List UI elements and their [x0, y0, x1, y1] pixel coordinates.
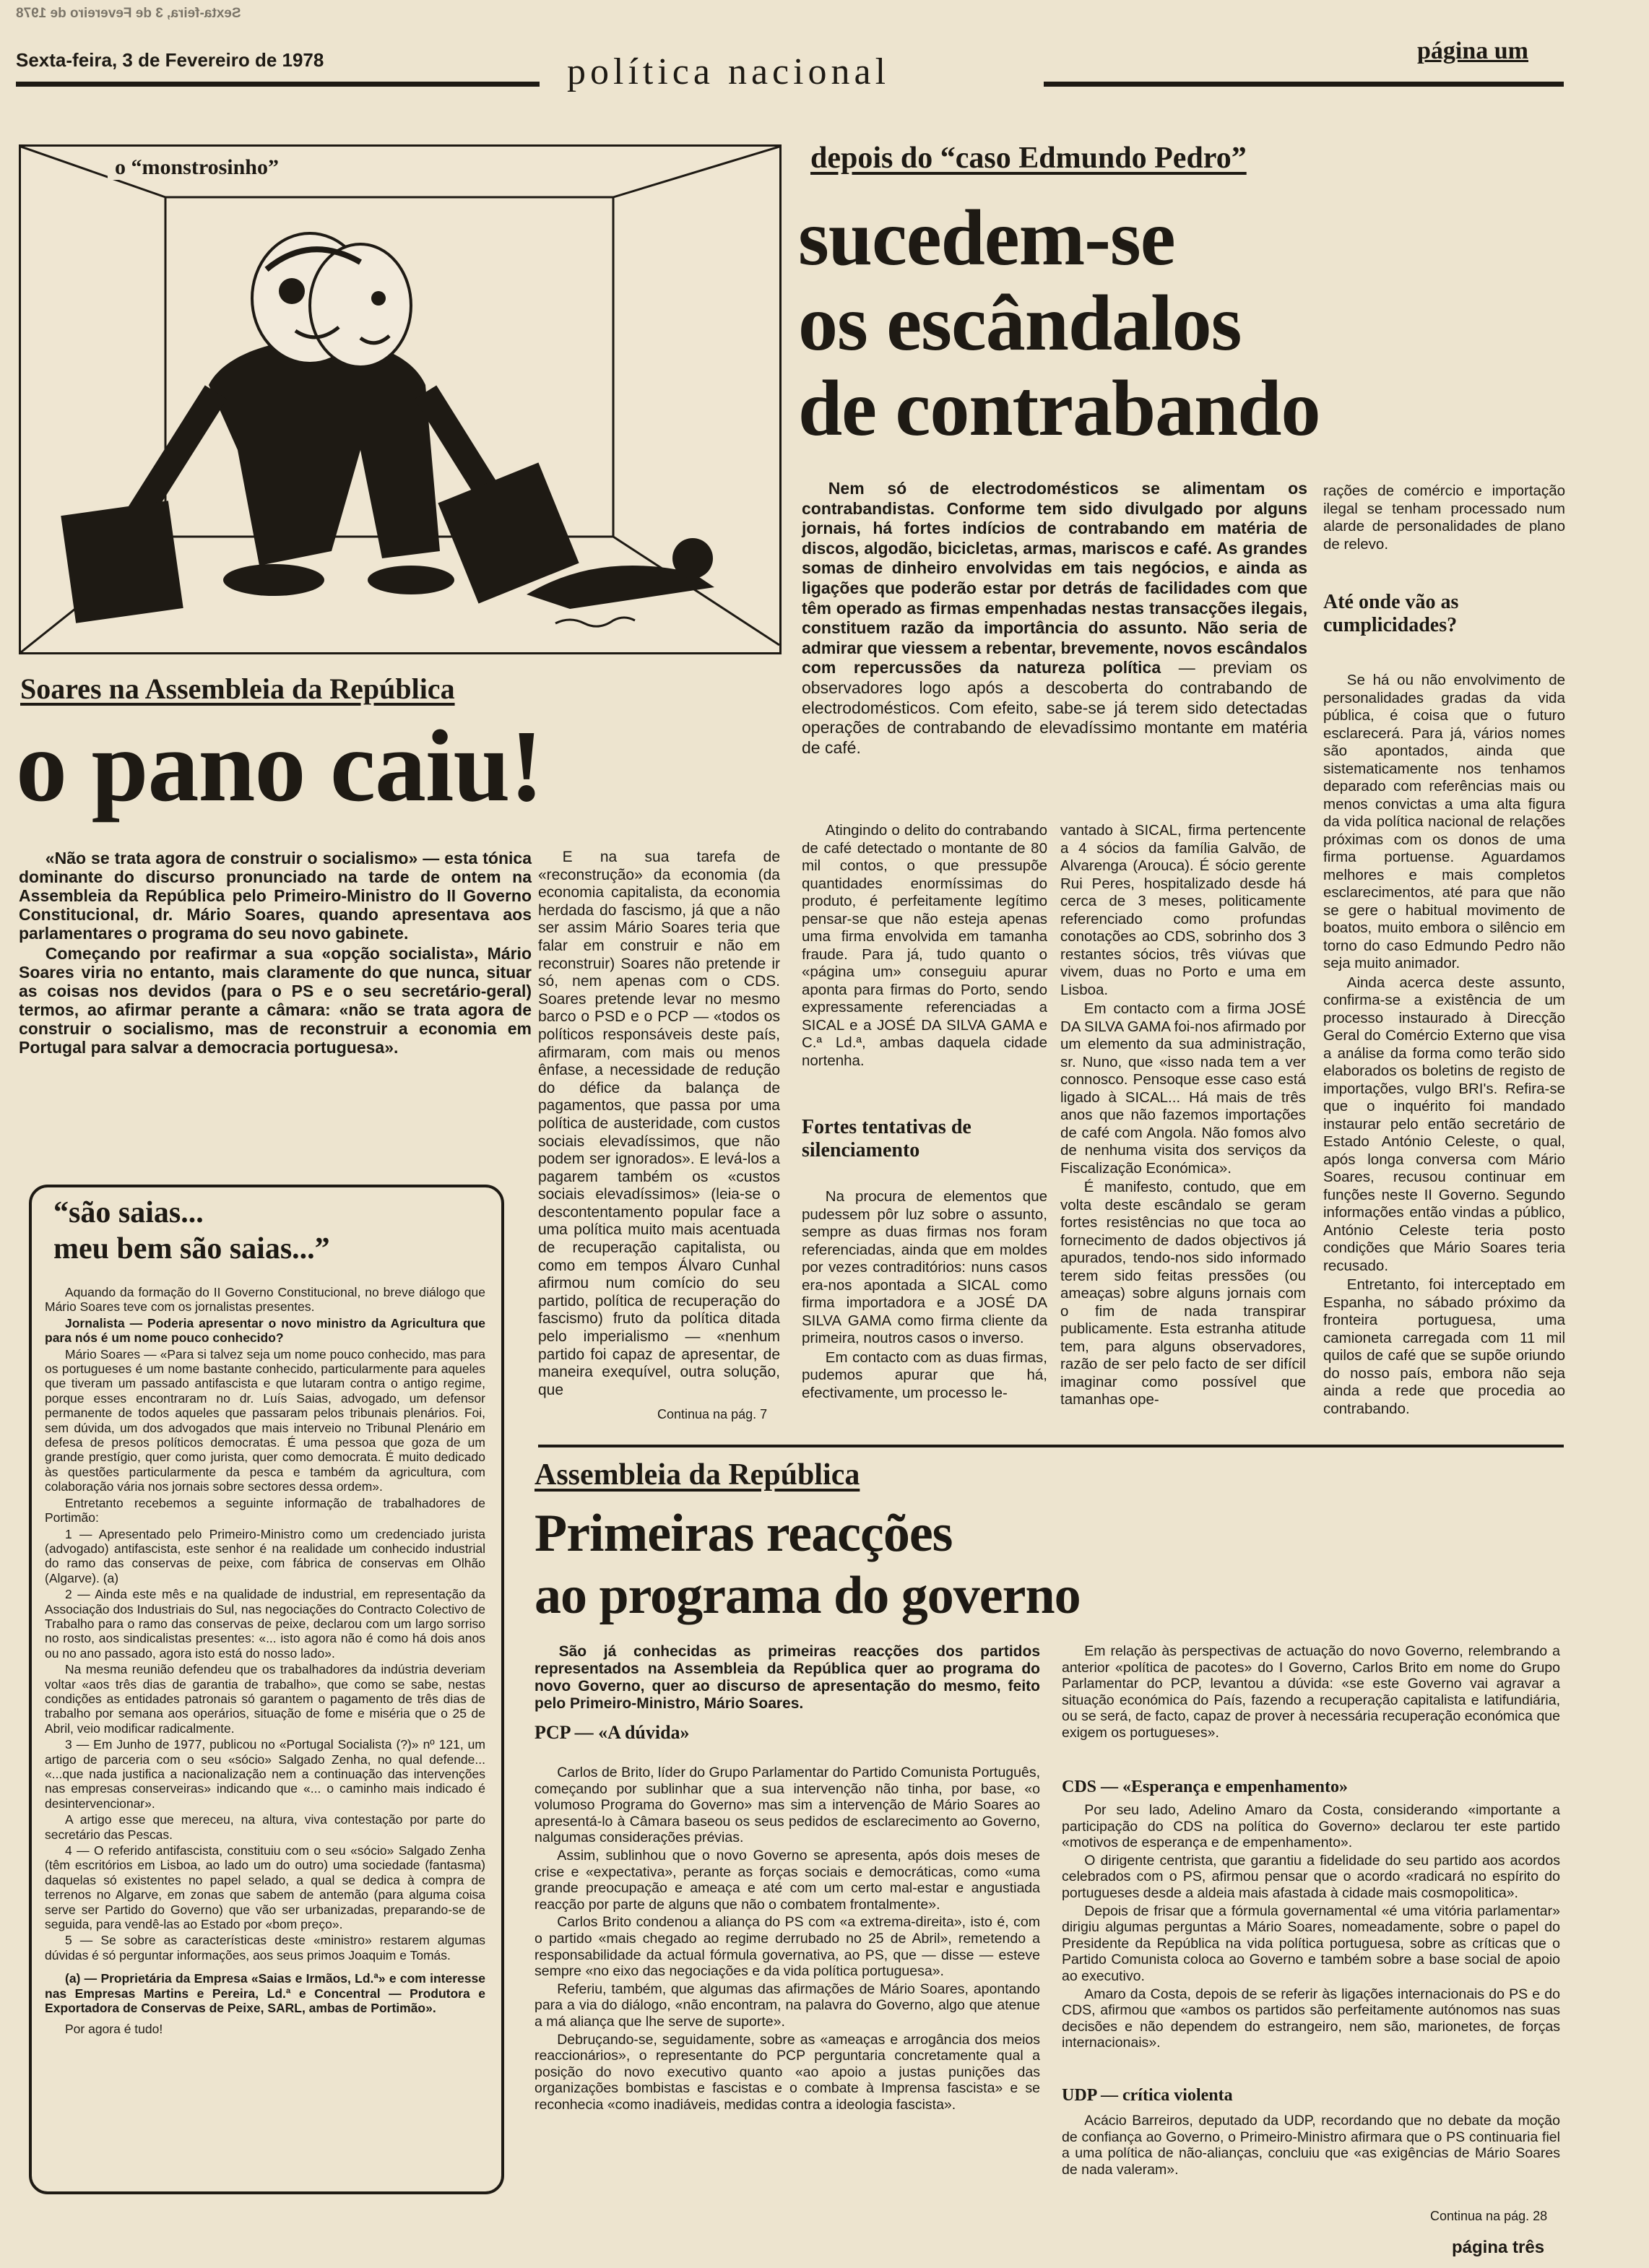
- saias-p5: 1 — Apresentado pelo Primeiro-Ministro como um credenciado jurista (advogado) antifascista, este senhor é na realidade um conhecido industrial do ramo das conservas de peixe, com fábrica de conservas em Olhão (Algarve). (a): [45, 1526, 485, 1585]
- contrabando-right-top: [1323, 482, 1565, 555]
- contrabando-col2-p2: Em contacto com a firma JOSÉ DA SILVA GAMA foi-nos afirmado por um elemento da sua administração, sr. Nuno, que «isso nada tem a ver connosco. Pensoque esse caso está ligado à SICAL... Há mais de três anos que não fazemos importações de café com Angola. Não fomos alvo de nenhuma visita dos serviços da Fiscalização Económica».: [1060, 1000, 1306, 1177]
- section-title: política nacional: [567, 51, 891, 92]
- soares-continued: Continua na pág. 7: [657, 1407, 768, 1421]
- contrabando-lead-bold: Nem só de electrodomésticos se alimentam os contrabandistas. Conforme tem sido divulgado por alguns jornais, há fortes indícios de contrabando em matéria de discos, algodão, bicicletas, armas, mariscos e café. As grandes somas de dinheiro envolvidas em tais negócios, e ainda as ligações que poderão estar por detrás de facilidades com que têm operado as firmas empenhadas nestas transacções ilegais, constituem razão da importância do assunto. Não seria de admirar que viessem a rebentar, brevemente, novos escândalos com repercussões da natureza política: [802, 479, 1307, 678]
- saias-p4: Entretanto recebemos a seguinte informação de trabalhadores de Portimão:: [45, 1495, 485, 1525]
- contrabando-sub1: Até onde vão as cumplicidades?: [1323, 591, 1459, 636]
- assembleia-cds-p3: Depois de frisar que a fórmula governamental «é uma vitória parlamentar» dirigiu algumas perguntas a Mário Soares, nomeadamente, sobre o papel do Presidente da República na vida política portuguesa, sobre as críticas que o Partido Comunista coloca ao Governo e também sobre a base social de apoio ao executivo.: [1062, 1903, 1560, 1984]
- assembleia-continued: Continua na pág. 28: [1430, 2209, 1548, 2223]
- saias-p3: Mário Soares — «Para si talvez seja um nome pouco conhecido, mas para os portugueses é um nome bastante conhecido, particularmente para aqueles que tiveram um passado antifascista e que lutaram contra o antigo regime, porque esses encontraram no dr. Luís Saias, advogado, um defensor permanente de todos aqueles que passaram pelos tribunais plenários. Foi, sem dúvida, um dos advogados que mais interveio no Tribunal Plenário em defesa de presos políticos democratas. É uma pessoa que goza de um grande prestígio, quer como jurista, quer como democrata. É muito dedicado às questões particularmente da pesca e também da agricultura, com colaboração vária nos jornais sobre sectores dessa ordem».: [45, 1346, 485, 1494]
- saias-p9: A artigo esse que mereceu, na altura, viva contestação por parte do secretário das Pescas.: [45, 1812, 485, 1842]
- header-rule-right: [1044, 82, 1564, 87]
- assembleia-cds: [1062, 1802, 1560, 2053]
- assembleia-udp-head: UDP — crítica violenta: [1062, 2086, 1233, 2105]
- contrabando-col1: [802, 822, 1047, 1071]
- assembleia-cds-p4: Amaro da Costa, depois de se referir às ligações internacionais do PS e do CDS, afirmou que «ambos os partidos são perfeitamente autónomos nas suas decisões e não dependem do estrangeiro, nem são, marionetes, de forças internacionais».: [1062, 1986, 1560, 2051]
- contrabando-headline-line3: de contrabando: [798, 364, 1320, 452]
- assembleia-lead: [534, 1643, 1040, 1714]
- contrabando-right-top-p: rações de comércio e importação ilegal se tenham processado num alarde de personalidades de plano de relevo.: [1323, 482, 1565, 553]
- assembleia-pcp-head: PCP — «A dúvida»: [534, 1722, 690, 1743]
- contrabando-right-p3: Entretanto, foi interceptado em Espanha, no sábado próximo da fronteira portuguesa, uma camioneta carregada com 11 mil quilos de café que se supõe oriundo do nosso país, embora não seja ainda a rede que procedia ao contrabando.: [1323, 1276, 1565, 1417]
- soares-headline: o pano caiu!: [16, 709, 543, 823]
- contrabando-col2-p1: vantado à SICAL, firma pertencente a 4 sócios da família Galvão, de Alvarenga (Arouca). É sócio gerente Rui Peres, hospitalizado desde há cerca de 3 meses, politicamente referenciado como profundas conotações ao CDS, sobrinho dos 3 restantes sócios, três viúvas que vivem, duas no Porto e uma em Lisboa.: [1060, 822, 1306, 998]
- contrabando-col1b-p2: Em contacto com as duas firmas, pudemos apurar que há, efectivamente, um processo le-: [802, 1349, 1047, 1401]
- assembleia-pcp-p2: Assim, sublinhou que o novo Governo se apresenta, após dois meses de crise e «expectativa», perante as forças sociais e democráticas, como «uma grande preocupação e ameaça e até com um certo mal-estar e angustiada reacção por parte de alguns que não o combatem frontalmente».: [534, 1847, 1040, 1913]
- saias-footnote: (a) — Proprietária da Empresa «Saias e Irmãos, Ld.ª» e com interesse nas Empresas Martins e Pereira, Ld.ª e Concentral — Produtora e Exportadora de Conservas de Peixe, SARL, ambas de Portimão».: [45, 1971, 485, 2016]
- assembleia-pcp: [534, 1765, 1040, 2114]
- assembleia-pcp-p4: Referiu, também, que algumas das afirmações de Mário Soares, apontando para a via do diálogo, «não encontram, na palavra do Governo, algo que atenue a má aliança que lhe serve de suporte».: [534, 1981, 1040, 2030]
- issue-date: Sexta-feira, 3 de Fevereiro de 1978: [16, 49, 324, 71]
- assembleia-cds-p1: Por seu lado, Adelino Amaro da Costa, considerando «importante a participação do CDS na política do Governo» declarou ter este partido «motivos de esperança e de empenhamento».: [1062, 1802, 1560, 1851]
- contrabando-kicker: depois do “caso Edmundo Pedro”: [810, 142, 1247, 175]
- soares-lead-p1: «Não se trata agora de construir o socialismo» — esta tónica dominante do discurso pronunciado na tarde de ontem na Assembleia da República pelo Primeiro-Ministro do II Governo Constitucional, dr. Mário Soares, quando apresentava aos parlamentares o programa do seu novo gabinete.: [19, 849, 532, 943]
- saias-p8: 3 — Em Junho de 1977, publicou no «Portugal Socialista (?)» nº 121, um artigo de parceria com o seu «sócio» Salgado Zenha, no qual defende... «...que nada justifica a nacionalização nem a continuação das intervenções nas empresas conserveiras» indicando que «... o caminho mais indicado é desintervencionar».: [45, 1737, 485, 1811]
- contrabando-lead: [802, 479, 1307, 759]
- soares-body-p1: E na sua tarefa de «reconstrução» da economia (da economia capitalista, da economia herdada do fascismo, já que a não ser assim Mário Soares teria que falar em construir e não em reconstruir) Soares não pretende ir só, nem apenas com o CDS. Soares pretende levar no mesmo barco o PSD e o PCP — «todos os políticos responsáveis deste país, afirmaram, com mais ou menos ênfase, a necessidade de redução do défice da balança de pagamentos, que passa por uma política de austeridade, com custos sociais elevadíssimos, que não podem ser ignorados». E levá-los a pagarem também os «custos sociais elevadíssimos» (leia-se o descontentamento popular face a uma política muito mais acentuada de recuperação capitalista, ou como em tempos Álvaro Cunhal afirmou num comício do seu partido, política de recuperação do fascismo) fruto da política ditada pelo imperialismo — «nenhum partido foi capaz de apresentar, de maneira exequível, outra solução, que: [538, 849, 780, 1398]
- soares-body: [538, 849, 780, 1401]
- assembleia-cds-head: CDS — «Esperança e empenhamento»: [1062, 1778, 1348, 1796]
- contrabando-col1b: [802, 1188, 1047, 1403]
- saias-p7: Na mesma reunião defendeu que os trabalhadores da indústria deveriam voltar «aos três dias de garantia de trabalho», que como se sabe, nestas condições as entidades patronais só garantem o pagamento de três dias de trabalho por semana aos operários, situação de fome e miséria que o 25 de Abril, veio modificar radicalmente.: [45, 1662, 485, 1736]
- assembleia-pcp-p5: Debruçando-se, seguidamente, sobre as «ameaças e arrogância dos meios reaccionários», o representante do PCP perguntaria concretamente qual a posição do novo executivo quanto «ao apoio a justas punições das organizações bombistas e fascistas e o combate à Imprensa fascista» e se reconhecia «como inadiáveis, medidas contra a ideologia fascista».: [534, 2031, 1040, 2113]
- saias-title: [53, 1195, 330, 1267]
- assembleia-kicker: Assembleia da República: [534, 1458, 860, 1492]
- contrabando-col2-p3: É manifesto, contudo, que em volta deste escândalo se geram fortes resistências no que toca ao fornecimento de dados objectivos já apurados, tendo-nos sido informado terem sido feitas pressões (ou ameaças) sobre alguns jornais com o fim de nada transpirar publicamente. Esta estranha atitude tem, para alguns observadores, razão de ser pelo facto de ser difícil imaginar como possível que tamanhas ope-: [1060, 1179, 1306, 1408]
- assembleia-right-top-p: Em relação às perspectivas de actuação do novo Governo, relembrando a anterior «política de pacotes» do I Governo, Carlos Brito em nome do Grupo Parlamentar do PCP, levantou a dúvida: «se este Governo vai agravar a situação económica do País, fazendo a recuperação capitalista e latifundiária, ou se será, de facto, capaz de prover à necessária recuperação económica que exigem os portugueses».: [1062, 1643, 1560, 1741]
- assembleia-headline-line2: ao programa do governo: [534, 1566, 1081, 1625]
- saias-p2: Jornalista — Poderia apresentar o novo ministro da Agricultura que para nós é um nome pouco conhecido?: [45, 1315, 485, 1346]
- cartoon-illustration: [21, 147, 779, 652]
- contrabando-col2: [1060, 822, 1306, 1411]
- contrabando-lead-plain: — previam os observadores logo após a descoberta do contrabando de electrodomésticos. Com efeito, sabe-se já terem sido detectadas operações de contrabando de elevadíssimo montante em matéria de café.: [802, 658, 1307, 757]
- contrabando-lead-p: [802, 479, 1307, 758]
- assembleia-pcp-p1: Carlos de Brito, líder do Grupo Parlamentar do Partido Comunista Português, começando por sublinhar que a sua intervenção não tinha, por base, «o volumoso Programa do Governo» mas sim a intervenção de Mário Soares ao apresentá-lo à Câmara baseou os seus pedidos de esclarecimento ao Governo, nalgumas considerações prévias.: [534, 1765, 1040, 1846]
- contrabando-headline: [798, 195, 1320, 451]
- contrabando-right-col: [1323, 672, 1565, 1419]
- cartoon-frame: [19, 144, 782, 654]
- soares-lead-p2: Começando por reafirmar a sua «opção socialista», Mário Soares viria no entanto, mais claramente do que nunca, situar as coisas nos devidos (para o PS e o seu secretário-geral) termos, ao afirmar perante a câmara: «não se trata agora de construir o socialismo, mas de reconstruir a economia em Portugal para salvar a democracia portuguesa».: [19, 944, 532, 1057]
- assembleia-headline: [534, 1502, 1081, 1627]
- contrabando-headline-line2: os escândalos: [798, 279, 1242, 367]
- saias-p1: Aquando da formação do II Governo Constitucional, no breve diálogo que Mário Soares teve com os jornalistas presentes.: [45, 1285, 485, 1315]
- saias-p11: 5 — Se sobre as características deste «ministro» restarem algumas dúvidas é só perguntar informações, aos seus primos Joaquim e Tomás.: [45, 1933, 485, 1962]
- assembleia-udp: [1062, 2113, 1560, 2179]
- footer-page-label: página três: [1452, 2238, 1545, 2257]
- saias-p10: 4 — O referido antifascista, constituiu com o seu «sócio» Salgado Zenha (têm escritórios em Lisboa, ao lado um do outro) uma sociedade (fantasma) daquelas só existentes no papel selado, a qual se dedica à compra de terrenos no Algarve, em zonas que sabem de antemão (para alguma coisa serve ser Partido do Governo) que vão ser urbanizadas, preparando-se de seguida, para vendê-las ao Estado por «bom preço».: [45, 1843, 485, 1932]
- contrabando-col1b-p1: Na procura de elementos que pudessem pôr luz sobre o assunto, sempre as duas firmas nos foram referenciadas, ainda que em moldes por vezes contraditórios: nuns casos era-nos apontada a SICAL como firma importadora e a JOSÉ DA SILVA GAMA como firma cliente da primeira, noutros casos o inverso.: [802, 1188, 1047, 1346]
- contrabando-right-p2: Ainda acerca deste assunto, confirma-se a existência de um processo instaurado à Direcção Geral do Comércio Externo que visa a análise da forma como terão sido elaborados os boletins de registo de importações, vulgo BRI's. Refira-se que o inquérito foi mandado instaurar pelo então secretário de Estado António Celeste, o qual, após longa conversa com Mário Soares, recusou continuar em funções neste II Governo. Segundo informações então vindas a público, António Celeste teria posto condições que Mário Soares teria recusado.: [1323, 974, 1565, 1274]
- mid-divider: [538, 1445, 1564, 1447]
- assembleia-headline-line1: Primeiras reacções: [534, 1504, 953, 1563]
- saias-signoff: Por agora é tudo!: [65, 2021, 163, 2036]
- assembleia-udp-p: Acácio Barreiros, deputado da UDP, recordando que no debate da moção de confiança ao Governo, o Primeiro-Ministro afirmara que o PS continuaria fiel a uma política de não-alianças, concluiu que «as exigências de Mário Soares de nada valeram».: [1062, 2113, 1560, 2178]
- contrabando-headline-line1: sucedem-se: [798, 194, 1175, 282]
- saias-box: [29, 1185, 504, 2194]
- contrabando-right-p1: Se há ou não envolvimento de personalidades gradas da vida pública, é coisa que o futuro esclarecerá. Para já, vários nomes são apontados, ainda que sistematicamente nos tenhamos deparado com referências mais ou menos convictas a uma alta figura da vida política nacional de relações próximas com os donos de uma firma portuense. Aguardamos melhores e mais completos esclarecimentos, até para que não se gere o habitual movimento de boatos, muito embora o silêncio em torno do caso Edmundo Pedro não seja muito animador.: [1323, 672, 1565, 971]
- assembleia-pcp-p3: Carlos Brito condenou a aliança do PS com «a extrema-direita», isto é, com o partido «mais chegado ao regime derrubado no 25 de Abril», remetendo a responsabilidade da actual fórmula governativa, ao PS, que — disse — esteve sempre «no eixo das negociações e da vida política portuguesa».: [534, 1914, 1040, 1980]
- assembleia-cds-p2: O dirigente centrista, que garantiu a fidelidade do seu partido aos acordos celebrados com o PS, afirmou pensar que o acordo «radicará no espírito do portugueses desde a aldeia mais afastada à cidade mais cosmopolitica».: [1062, 1852, 1560, 1901]
- saias-title-line1: “são saias...: [53, 1196, 204, 1229]
- saias-p6: 2 — Ainda este mês e na qualidade de industrial, em representação da Associação dos Industriais do Sul, nas negociações do Contracto Colectivo de Trabalho para o ramo das conservas de peixe, declarou com um largo sorriso no rosto, aos sindicalistas presentes: «... isto agora não é como há dois anos ou no ano passado, agora isto está do nosso lado».: [45, 1587, 485, 1661]
- soares-kicker: Soares na Assembleia da República: [20, 672, 455, 705]
- assembleia-right-top: [1062, 1643, 1560, 1743]
- assembleia-lead-p: São já conhecidas as primeiras reacções dos partidos representados na Assembleia da República quer ao programa do novo Governo, quer ao discurso de apresentação do mesmo, feito pelo Primeiro-Ministro, Mário Soares.: [534, 1643, 1040, 1712]
- page-label: página um: [1417, 38, 1528, 64]
- saias-title-line2: meu bem são saias...”: [53, 1232, 330, 1265]
- contrabando-sub2: Fortes tentativas de silenciamento: [802, 1116, 971, 1161]
- contrabando-col1-p1: Atingindo o delito do contrabando de café detectado o montante de 80 mil contos, o que pressupõe quantidades enormíssimas do produto, é perfeitamente legítimo pensar-se que não esteja apenas uma firma envolvida em tamanha fraude. Para já, tudo quanto o «página um» conseguiu apurar aponta para firmas do Porto, sendo expressamente referenciadas a SICAL e a JOSÉ DA SILVA GAMA e C.ª Ld.ª, ambas daquela cidade nortenha.: [802, 822, 1047, 1069]
- cartoon-caption: o “monstrosinho”: [108, 155, 286, 180]
- mirror-bleed-text: Sexta-feira, 3 de Fevereiro de 1978: [16, 6, 241, 21]
- saias-body: [45, 1285, 485, 2038]
- header-rule-left: [16, 82, 540, 87]
- soares-lead: [19, 849, 532, 1058]
